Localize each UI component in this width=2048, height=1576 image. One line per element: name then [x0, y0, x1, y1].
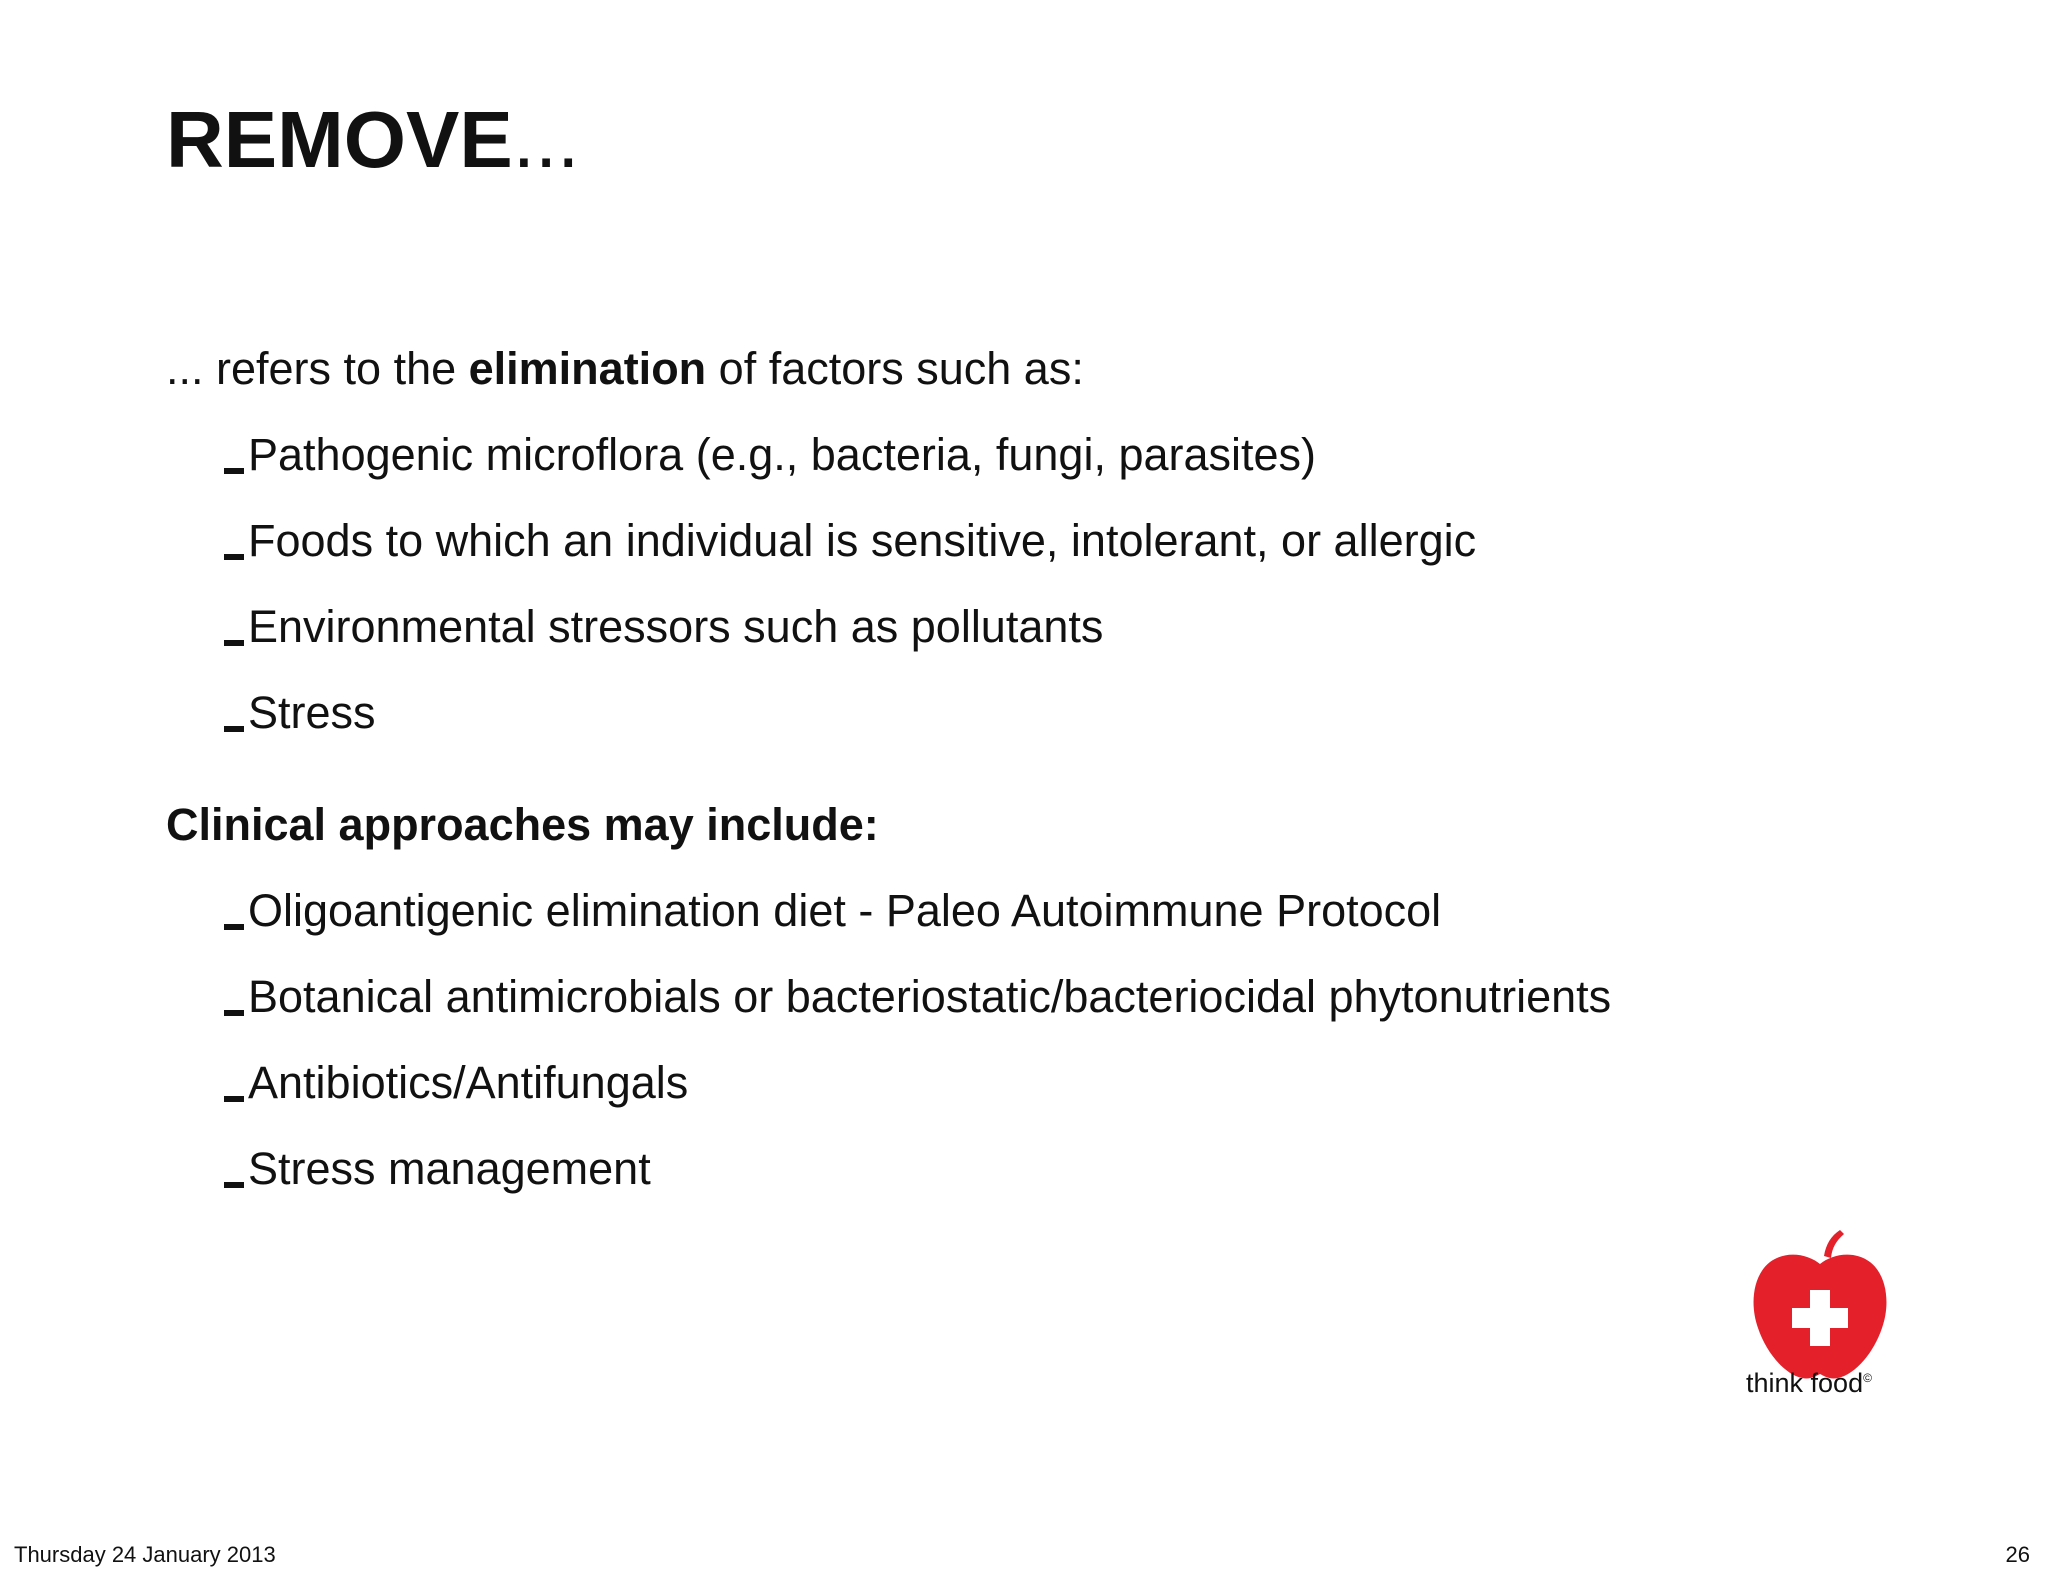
dash-bullet-icon	[224, 726, 244, 732]
dash-bullet-icon	[224, 1010, 244, 1016]
approaches-list	[224, 884, 1611, 1228]
factor-item	[224, 428, 1476, 514]
dash-bullet-icon	[224, 640, 244, 646]
dash-bullet-icon	[224, 554, 244, 560]
factor-text: Environmental stressors such as pollutants	[248, 601, 1104, 652]
page-number: 26	[2005, 1542, 2030, 1567]
factor-text: Pathogenic microflora (e.g., bacteria, fungi, parasites)	[248, 429, 1317, 480]
approach-item	[224, 884, 1611, 970]
intro-suffix: of factors such as:	[706, 343, 1084, 394]
intro-line	[166, 342, 1084, 396]
dash-bullet-icon	[224, 924, 244, 930]
approach-item	[224, 970, 1611, 1056]
footer-date: Thursday 24 January 2013	[14, 1542, 276, 1567]
apple-stem	[1824, 1230, 1844, 1258]
approach-text: Stress management	[248, 1143, 651, 1194]
slide-title-main: REMOVE	[166, 95, 513, 184]
slide-title	[166, 95, 580, 184]
cross-horizontal	[1792, 1308, 1848, 1328]
copyright-mark: ©	[1863, 1371, 1872, 1385]
approach-text: Botanical antimicrobials or bacteriostatic/bacteriocidal phytonutrients	[248, 971, 1612, 1022]
logo-wordmark	[1746, 1368, 1872, 1399]
dash-bullet-icon	[224, 1182, 244, 1188]
approach-text: Oligoantigenic elimination diet - Paleo Autoimmune Protocol	[248, 885, 1442, 936]
approach-text: Antibiotics/Antifungals	[248, 1057, 689, 1108]
intro-emphasis: elimination	[468, 343, 707, 394]
approaches-heading: Clinical approaches may include:	[166, 799, 879, 850]
dash-bullet-icon	[224, 1096, 244, 1102]
slide-title-ellipsis: ...	[512, 95, 580, 184]
approach-item	[224, 1056, 1611, 1142]
intro-prefix: ... refers to the	[166, 343, 469, 394]
approach-item	[224, 1142, 1611, 1228]
factor-text: Stress	[248, 687, 376, 738]
factor-item	[224, 686, 1476, 772]
factors-list	[224, 428, 1476, 772]
dash-bullet-icon	[224, 468, 244, 474]
factor-item	[224, 514, 1476, 600]
logo-text: think food	[1746, 1368, 1864, 1398]
factor-item	[224, 600, 1476, 686]
factor-text: Foods to which an individual is sensitive, intolerant, or allergic	[248, 515, 1477, 566]
